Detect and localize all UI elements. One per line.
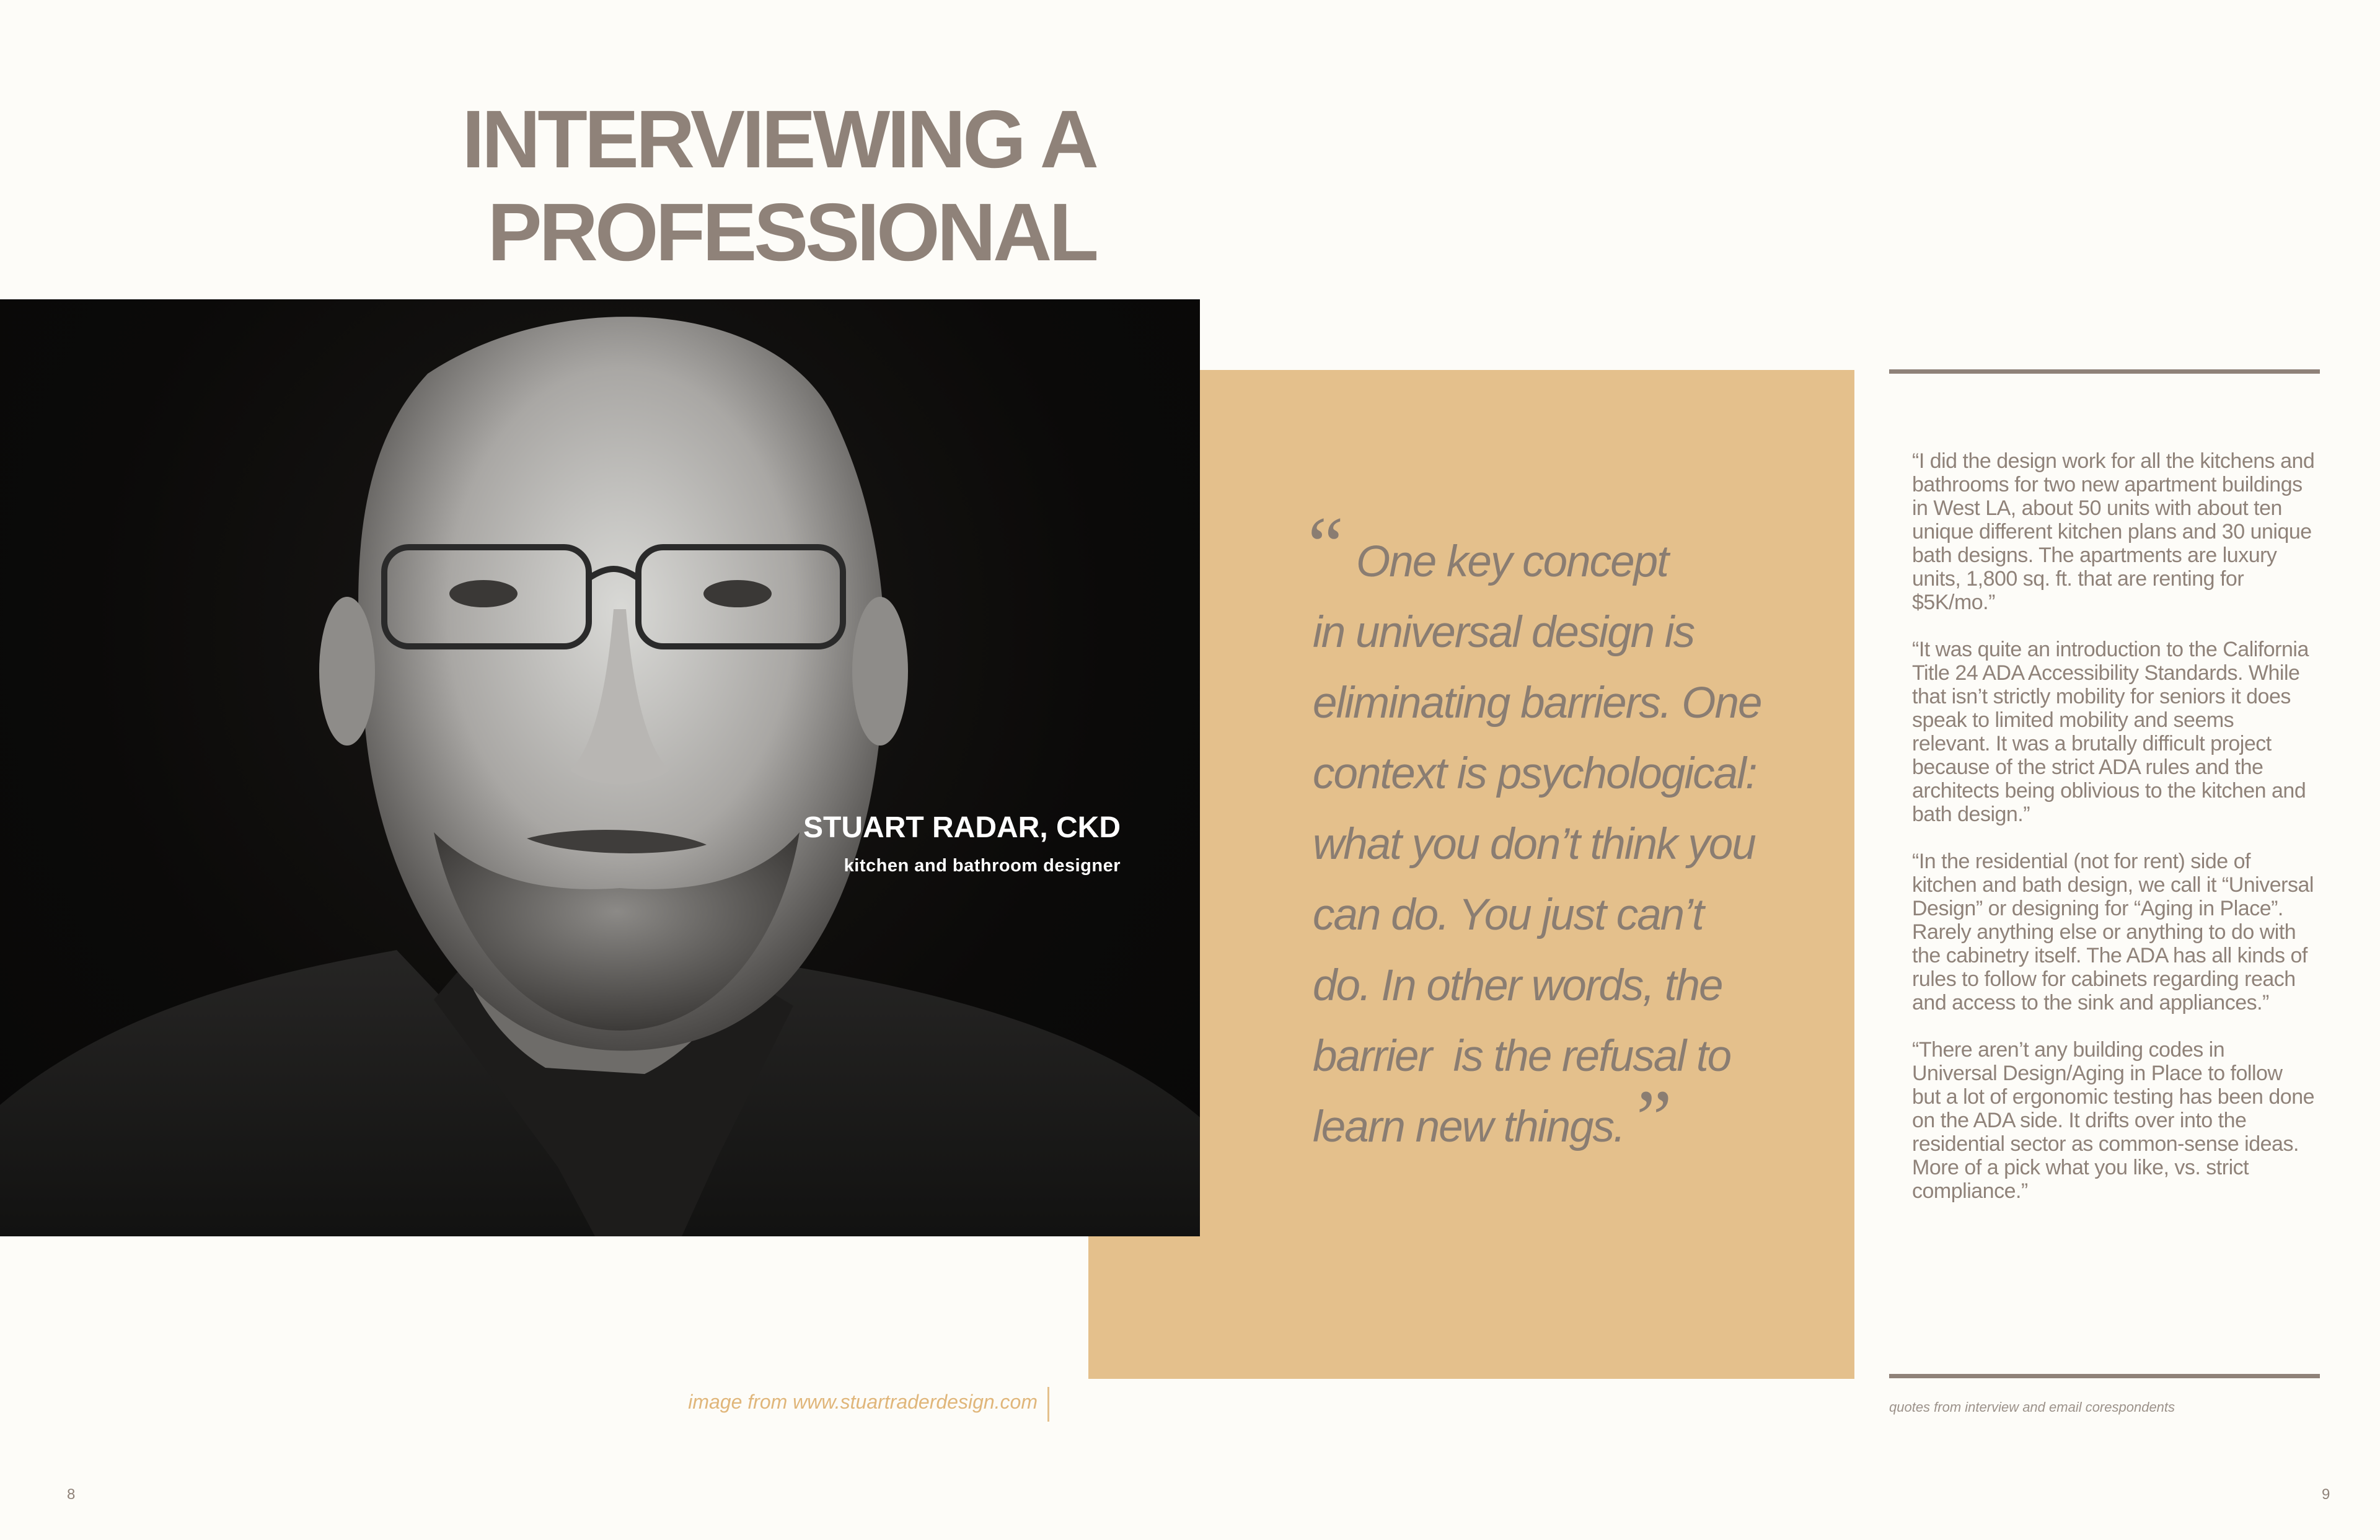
title-line-1: INTERVIEWING A [462,94,1096,185]
interview-quote: “There aren’t any building codes in Universal Design/Aging in Place to follow but a lot of ergonomic testing has been done on the ADA side. It drifts over into the residential sector as common-sense ideas. More of a pick what you like, vs. strict compliance.” [1912,1038,2315,1203]
top-divider [1889,369,2320,374]
open-quote-mark: “ [1308,501,1344,590]
image-credit: image from www.stuartraderdesign.com [688,1391,1038,1413]
quote-line: in universal design is [1313,608,1695,657]
close-quote-mark: ” [1636,1074,1672,1163]
caption-role: kitchen and bathroom designer [844,856,1121,876]
interview-quote: “It was quite an introduction to the California Title 24 ADA Accessibility Standards. While that isn’t strictly mobility for seniors it does speak to limited mobility and seems relevant. It was a brutally difficult project because of the strict ADA rules and the architects being oblivious to the kitchen and bath design.” [1912,638,2309,826]
quote-line: One key concept [1356,537,1668,586]
portrait-photo [0,299,1200,1236]
title-line-2: PROFESSIONAL [487,187,1096,278]
quote-line: can do. You just can’t [1313,891,1703,939]
quote-line: eliminating barriers. One [1313,679,1761,728]
pull-quote-text [1313,527,1821,1163]
bottom-divider [1889,1374,2320,1378]
interview-quote: “In the residential (not for rent) side of kitchen and bath design, we call it “Universal Design” or designing for “Aging in Place”. Rarely anything else or anything to do with the cabinetry itself. The ADA has all kinds of rules to follow for cabinets regarding reach and access to the sink and appliances.” [1912,850,2314,1014]
portrait-illustration [0,299,1200,1236]
interview-quotes [1912,449,2315,1226]
credit-divider [1047,1387,1049,1422]
quote-line: barrier is the refusal to [1313,1032,1731,1081]
quote-line: do. In other words, the [1313,961,1722,1010]
page-number-left: 8 [67,1486,76,1503]
portrait-caption [803,811,1121,876]
source-note: quotes from interview and email corespondents [1889,1399,2175,1415]
caption-name: STUART RADAR, CKD [803,811,1121,844]
quote-line: what you don’t think you [1313,820,1755,869]
page-number-right: 9 [2322,1486,2330,1503]
quote-line: learn new things. [1313,1102,1624,1151]
interview-quote: “I did the design work for all the kitchens and bathrooms for two new apartment buildings in West LA, about 50 units with about ten unique different kitchen plans and 30 unique bath designs. The apartments are luxury units, 1,800 sq. ft. that are renting for $5K/mo.” [1912,449,2315,614]
quote-line: context is psychological: [1313,749,1756,798]
page-title [462,93,1096,279]
